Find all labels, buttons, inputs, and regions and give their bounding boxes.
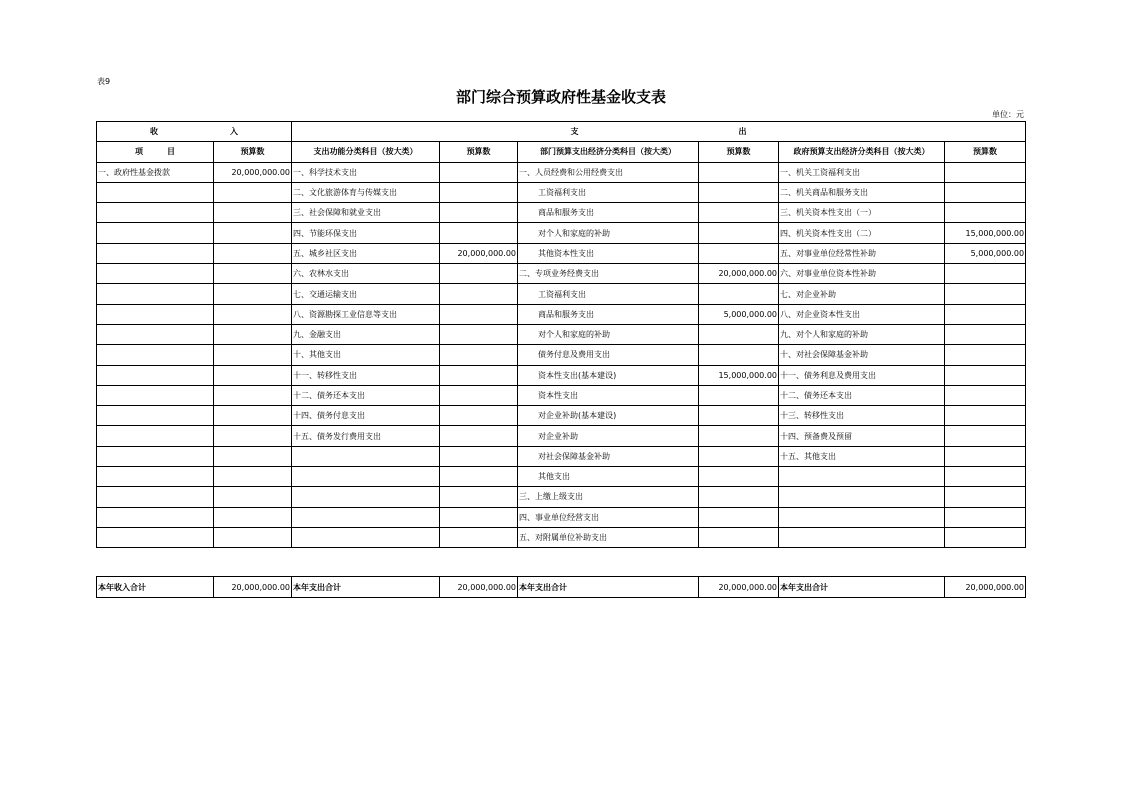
gov-econ-item: 七、对企业补助 <box>779 284 945 304</box>
budget-header: 预算数 <box>214 142 292 162</box>
gov-econ-item <box>779 507 945 527</box>
func-class-item: 十四、债务付息支出 <box>292 406 440 426</box>
income-item <box>97 426 214 446</box>
income-budget: 20,000,000.00 <box>214 162 292 182</box>
income-item: 一、政府性基金拨款 <box>97 162 214 182</box>
income-budget <box>214 324 292 344</box>
budget-table <box>96 121 1026 548</box>
table-row <box>97 182 1026 202</box>
table-row <box>97 304 1026 324</box>
gov-econ-budget <box>945 467 1026 487</box>
gov-econ-item: 十五、其他支出 <box>779 446 945 466</box>
income-budget <box>214 264 292 284</box>
table-row <box>97 365 1026 385</box>
func-class-budget <box>440 162 518 182</box>
table-row <box>97 446 1026 466</box>
dept-econ-item: 三、上缴上级支出 <box>518 487 699 507</box>
gov-econ-budget: 5,000,000.00 <box>945 243 1026 263</box>
gov-econ-item: 二、机关商品和服务支出 <box>779 182 945 202</box>
item-header: 项 目 <box>97 142 214 162</box>
func-total-value: 20,000,000.00 <box>440 577 518 598</box>
dept-econ-budget: 5,000,000.00 <box>699 304 779 324</box>
gov-econ-budget: 15,000,000.00 <box>945 223 1026 243</box>
gov-econ-item: 十三、转移性支出 <box>779 406 945 426</box>
dept-econ-budget <box>699 487 779 507</box>
gov-econ-item: 八、对企业资本性支出 <box>779 304 945 324</box>
func-class-item: 八、资源勘探工业信息等支出 <box>292 304 440 324</box>
gov-econ-item <box>779 487 945 507</box>
unit-label: 单位：元 <box>992 110 1024 119</box>
func-class-item: 一、科学技术支出 <box>292 162 440 182</box>
func-class-budget: 20,000,000.00 <box>440 243 518 263</box>
header-row-group <box>97 122 1026 142</box>
budget-header: 预算数 <box>945 142 1026 162</box>
header-row-columns <box>97 142 1026 162</box>
func-class-header: 支出功能分类科目（按大类） <box>292 142 440 162</box>
func-class-item: 十五、债务发行费用支出 <box>292 426 440 446</box>
income-budget <box>214 487 292 507</box>
func-class-item: 十二、债务还本支出 <box>292 385 440 405</box>
func-class-item: 九、金融支出 <box>292 324 440 344</box>
income-item <box>97 467 214 487</box>
income-item <box>97 345 214 365</box>
dept-econ-item: 资本性支出(基本建设) <box>518 365 699 385</box>
dept-econ-total-label: 本年支出合计 <box>518 577 699 598</box>
income-item <box>97 446 214 466</box>
income-budget <box>214 446 292 466</box>
budget-header: 预算数 <box>440 142 518 162</box>
income-item <box>97 284 214 304</box>
func-class-budget <box>440 467 518 487</box>
table-row <box>97 345 1026 365</box>
dept-econ-budget: 15,000,000.00 <box>699 365 779 385</box>
table-number: 表9 <box>97 77 111 86</box>
func-class-item: 十、其他支出 <box>292 345 440 365</box>
func-class-budget <box>440 284 518 304</box>
func-class-item: 四、节能环保支出 <box>292 223 440 243</box>
income-item <box>97 304 214 324</box>
income-budget <box>214 223 292 243</box>
dept-econ-item: 对企业补助(基本建设) <box>518 406 699 426</box>
dept-econ-item: 商品和服务支出 <box>518 203 699 223</box>
income-item <box>97 223 214 243</box>
table-row <box>97 507 1026 527</box>
dept-econ-budget <box>699 507 779 527</box>
income-total-value: 20,000,000.00 <box>214 577 292 598</box>
income-budget <box>214 182 292 202</box>
dept-econ-budget <box>699 203 779 223</box>
func-class-item: 五、城乡社区支出 <box>292 243 440 263</box>
income-budget <box>214 406 292 426</box>
func-class-budget <box>440 406 518 426</box>
gov-econ-total-label: 本年支出合计 <box>779 577 945 598</box>
gov-econ-total-value: 20,000,000.00 <box>945 577 1026 598</box>
gov-econ-budget <box>945 304 1026 324</box>
func-class-item: 十一、转移性支出 <box>292 365 440 385</box>
gov-econ-item: 五、对事业单位经常性补助 <box>779 243 945 263</box>
gov-econ-item <box>779 527 945 547</box>
func-class-item: 六、农林水支出 <box>292 264 440 284</box>
dept-econ-item: 其他资本性支出 <box>518 243 699 263</box>
dept-econ-total-value: 20,000,000.00 <box>699 577 779 598</box>
page-title: 部门综合预算政府性基金收支表 <box>455 88 666 106</box>
dept-econ-budget <box>699 446 779 466</box>
func-class-budget <box>440 365 518 385</box>
func-class-item: 七、交通运输支出 <box>292 284 440 304</box>
gov-econ-item: 一、机关工资福利支出 <box>779 162 945 182</box>
income-budget <box>214 426 292 446</box>
income-item <box>97 203 214 223</box>
income-item <box>97 365 214 385</box>
func-class-budget <box>440 487 518 507</box>
dept-econ-item: 一、人员经费和公用经费支出 <box>518 162 699 182</box>
func-class-budget <box>440 345 518 365</box>
func-class-item <box>292 487 440 507</box>
table-row <box>97 487 1026 507</box>
table-row <box>97 284 1026 304</box>
income-item <box>97 324 214 344</box>
income-header: 收 入 <box>97 122 292 142</box>
income-item <box>97 487 214 507</box>
totals-row <box>97 577 1026 598</box>
table-row <box>97 426 1026 446</box>
gov-econ-budget <box>945 345 1026 365</box>
dept-econ-budget <box>699 467 779 487</box>
table-row <box>97 467 1026 487</box>
gov-econ-budget <box>945 264 1026 284</box>
income-item <box>97 406 214 426</box>
func-total-label: 本年支出合计 <box>292 577 440 598</box>
income-budget <box>214 467 292 487</box>
totals-table <box>96 576 1026 598</box>
income-budget <box>214 527 292 547</box>
table-row <box>97 385 1026 405</box>
dept-econ-item: 资本性支出 <box>518 385 699 405</box>
table-row <box>97 162 1026 182</box>
income-total-label: 本年收入合计 <box>97 577 214 598</box>
gov-econ-budget <box>945 365 1026 385</box>
dept-econ-budget <box>699 223 779 243</box>
gov-econ-item: 四、机关资本性支出（二） <box>779 223 945 243</box>
income-budget <box>214 385 292 405</box>
dept-econ-budget <box>699 527 779 547</box>
gov-econ-item: 六、对事业单位资本性补助 <box>779 264 945 284</box>
dept-econ-item: 对个人和家庭的补助 <box>518 324 699 344</box>
dept-econ-budget <box>699 426 779 446</box>
func-class-budget <box>440 426 518 446</box>
dept-econ-budget <box>699 284 779 304</box>
table-row <box>97 527 1026 547</box>
table-row <box>97 264 1026 284</box>
gov-econ-budget <box>945 182 1026 202</box>
income-item <box>97 385 214 405</box>
dept-econ-item: 五、对附属单位补助支出 <box>518 527 699 547</box>
gov-econ-budget <box>945 507 1026 527</box>
func-class-item <box>292 467 440 487</box>
income-budget <box>214 507 292 527</box>
table-row <box>97 243 1026 263</box>
table-row <box>97 223 1026 243</box>
func-class-budget <box>440 182 518 202</box>
gov-econ-budget <box>945 426 1026 446</box>
gov-econ-budget <box>945 284 1026 304</box>
gov-econ-budget <box>945 324 1026 344</box>
table-row <box>97 203 1026 223</box>
gov-econ-budget <box>945 527 1026 547</box>
dept-econ-budget <box>699 243 779 263</box>
dept-econ-item: 对社会保障基金补助 <box>518 446 699 466</box>
func-class-budget <box>440 446 518 466</box>
income-budget <box>214 243 292 263</box>
dept-econ-item: 工资福利支出 <box>518 284 699 304</box>
dept-econ-item: 其他支出 <box>518 467 699 487</box>
dept-econ-budget <box>699 324 779 344</box>
func-class-item <box>292 507 440 527</box>
expense-header: 支 出 <box>292 122 1026 142</box>
table-row <box>97 324 1026 344</box>
dept-econ-budget <box>699 162 779 182</box>
budget-header: 预算数 <box>699 142 779 162</box>
gov-econ-item: 十、对社会保障基金补助 <box>779 345 945 365</box>
gov-econ-item <box>779 467 945 487</box>
gov-econ-budget <box>945 446 1026 466</box>
table-row <box>97 406 1026 426</box>
func-class-budget <box>440 527 518 547</box>
income-budget <box>214 345 292 365</box>
func-class-item <box>292 446 440 466</box>
dept-econ-budget <box>699 406 779 426</box>
income-item <box>97 243 214 263</box>
gov-econ-budget <box>945 487 1026 507</box>
gov-econ-item: 十二、债务还本支出 <box>779 385 945 405</box>
dept-econ-budget <box>699 345 779 365</box>
income-item <box>97 527 214 547</box>
func-class-budget <box>440 264 518 284</box>
gov-econ-budget <box>945 406 1026 426</box>
income-budget <box>214 304 292 324</box>
gov-econ-class-header: 政府预算支出经济分类科目（按大类） <box>779 142 945 162</box>
income-budget <box>214 365 292 385</box>
income-budget <box>214 284 292 304</box>
income-item <box>97 264 214 284</box>
dept-econ-item: 工资福利支出 <box>518 182 699 202</box>
func-class-item <box>292 527 440 547</box>
func-class-budget <box>440 203 518 223</box>
func-class-budget <box>440 385 518 405</box>
gov-econ-budget <box>945 162 1026 182</box>
dept-econ-item: 四、事业单位经营支出 <box>518 507 699 527</box>
gov-econ-item: 三、机关资本性支出（一） <box>779 203 945 223</box>
dept-econ-item: 二、专项业务经费支出 <box>518 264 699 284</box>
dept-econ-item: 对企业补助 <box>518 426 699 446</box>
func-class-budget <box>440 223 518 243</box>
dept-econ-item: 商品和服务支出 <box>518 304 699 324</box>
gov-econ-item: 十四、预备费及预留 <box>779 426 945 446</box>
gov-econ-item: 十一、债务利息及费用支出 <box>779 365 945 385</box>
func-class-budget <box>440 324 518 344</box>
dept-econ-item: 对个人和家庭的补助 <box>518 223 699 243</box>
func-class-budget <box>440 507 518 527</box>
gov-econ-budget <box>945 203 1026 223</box>
gov-econ-budget <box>945 385 1026 405</box>
func-class-item: 三、社会保障和就业支出 <box>292 203 440 223</box>
income-budget <box>214 203 292 223</box>
dept-econ-budget: 20,000,000.00 <box>699 264 779 284</box>
dept-econ-item: 债务付息及费用支出 <box>518 345 699 365</box>
dept-econ-budget <box>699 385 779 405</box>
func-class-item: 二、文化旅游体育与传媒支出 <box>292 182 440 202</box>
income-item <box>97 182 214 202</box>
func-class-budget <box>440 304 518 324</box>
gov-econ-item: 九、对个人和家庭的补助 <box>779 324 945 344</box>
income-item <box>97 507 214 527</box>
dept-econ-class-header: 部门预算支出经济分类科目（按大类） <box>518 142 699 162</box>
dept-econ-budget <box>699 182 779 202</box>
